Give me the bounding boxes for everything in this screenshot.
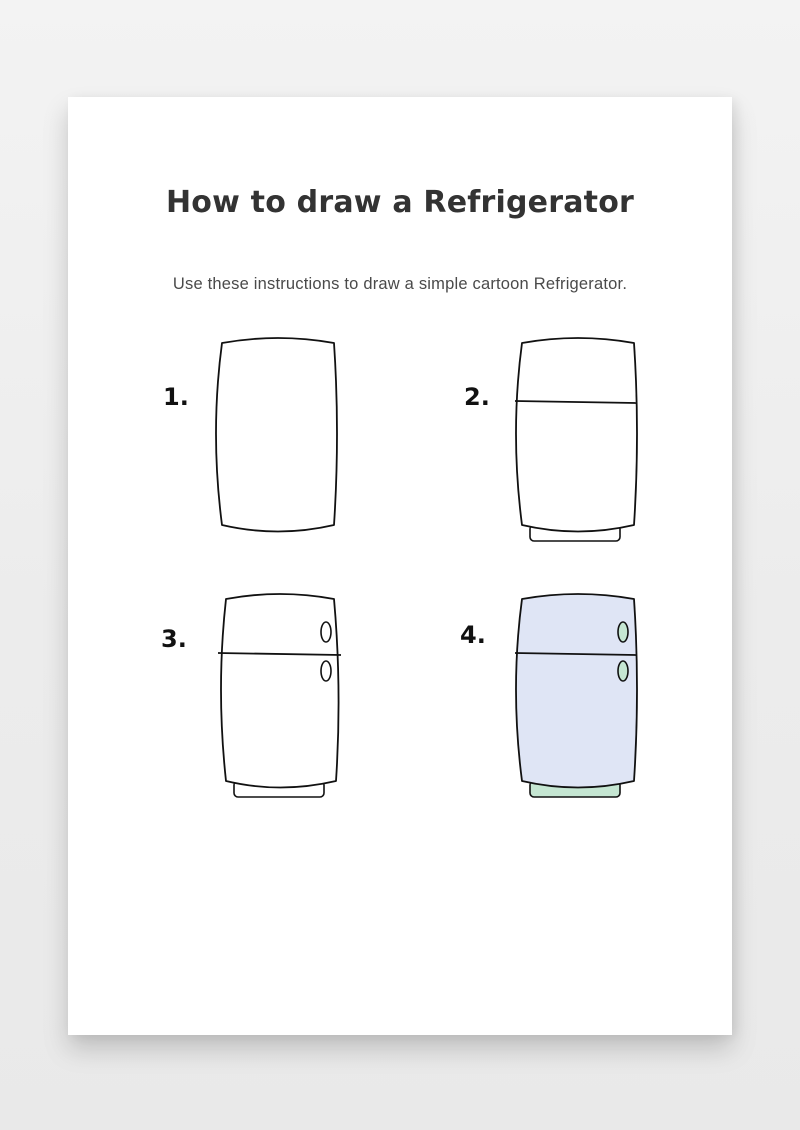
step-2-fridge-drawing [508, 333, 648, 549]
fridge-body-outline [216, 338, 337, 532]
page-title: How to draw a Refrigerator [165, 185, 635, 220]
fridge-body-outline [516, 338, 637, 532]
fridge-handle [321, 661, 331, 681]
step-1-number: 1. [163, 383, 189, 411]
step-1-fridge-drawing [208, 333, 348, 543]
worksheet-page [68, 97, 732, 1035]
step-4-fridge-drawing [508, 589, 648, 805]
step-2-number: 2. [464, 383, 490, 411]
step-3-number: 3. [161, 625, 187, 653]
freezer-handle [321, 622, 331, 642]
fridge-handle [618, 661, 628, 681]
page-subtitle: Use these instructions to draw a simple cartoon Refrigerator. [172, 275, 628, 293]
step-4-number: 4. [460, 621, 486, 649]
fridge-body-outline [516, 594, 637, 788]
step-3-fridge-drawing [208, 589, 348, 805]
fridge-body-outline [221, 594, 339, 788]
freezer-handle [618, 622, 628, 642]
